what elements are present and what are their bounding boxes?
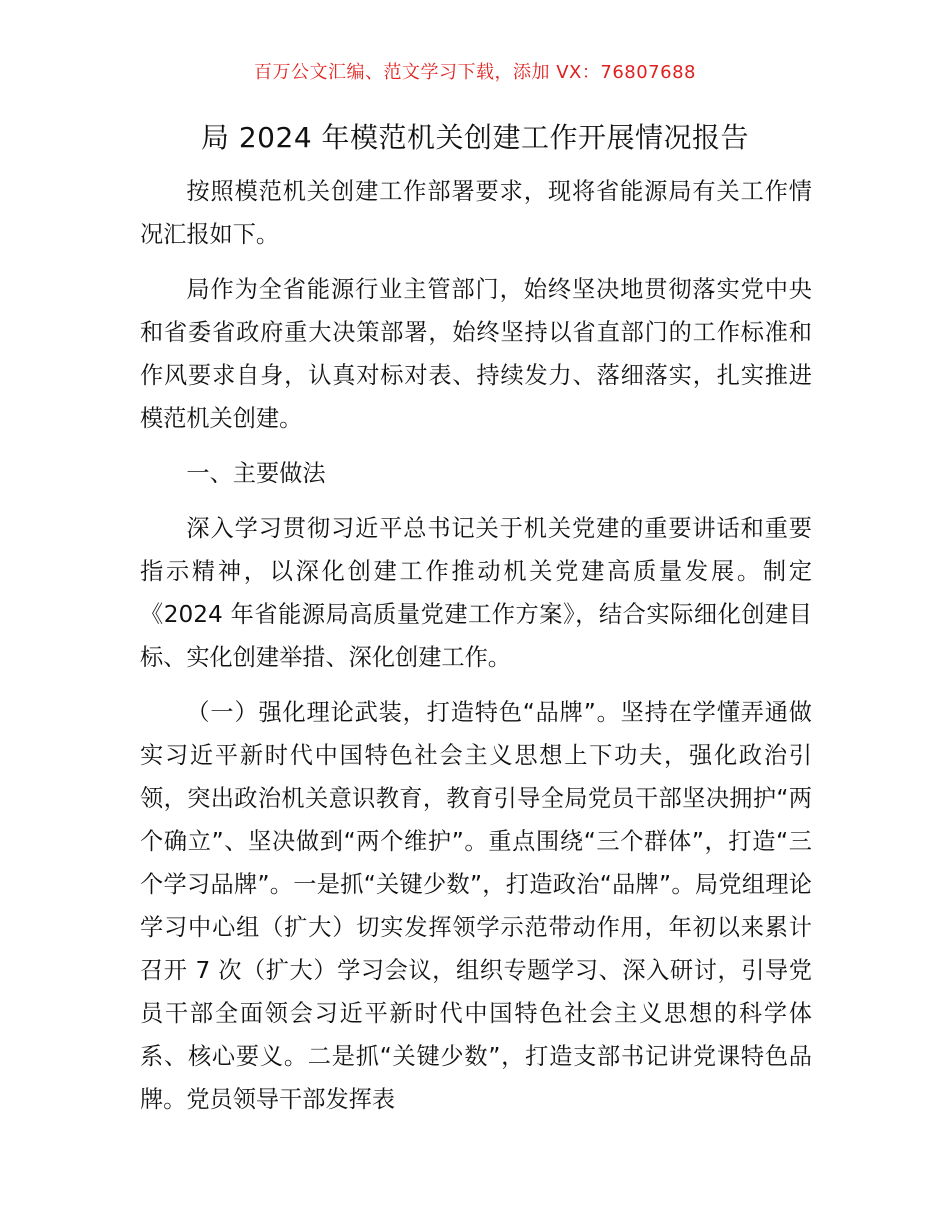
section-heading-main-practices: 一、主要做法 [186, 460, 326, 487]
paragraph-overview: 局作为全省能源行业主管部门，始终坚决地贯彻落实党中央和省委省政府重大决策部署，始终坚持以省直部门的工作标准和作风要求自身，认真对标对表、持续发力、落细落实，扎实推进模范机关创建。 [140, 276, 812, 432]
paragraph-study: 深入学习贯彻习近平总书记关于机关党建的重要讲话和重要指示精神，以深化创建工作推动机关党建高质量发展。制定《2024 年省能源局高质量党建工作方案》，结合实际细化创建目标、实化创建举措、深化创建工作。 [140, 515, 812, 671]
paragraph-intro: 按照模范机关创建工作部署要求，现将省能源局有关工作情况汇报如下。 [140, 178, 812, 248]
paragraph-theory-arming: （一）强化理论武装，打造特色“品牌”。坚持在学懂弄通做实习近平新时代中国特色社会主义思想上下功夫，强化政治引领，突出政治机关意识教育，教育引导全局党员干部坚决拥护“两个确立”、坚决做到“两个维护”。重点围绕“三个群体”，打造“三个学习品牌”。一是抓“关键少数”，打造政治“品牌”。局党组理论学习中心组（扩大）切实发挥领学示范带动作用，年初以来累计召开 7 次（扩大）学习会议，组织专题学习、深入研讨，引导党员干部全面领会习近平新时代中国特色社会主义思想的科学体系、核心要义。二是抓“关键少数”，打造支部书记讲党课特色品牌。党员领导干部发挥表 [140, 699, 812, 1113]
document-body [140, 170, 812, 1133]
watermark-header: 百万公文汇编、范文学习下载，添加 VX：76807688 [254, 62, 696, 83]
document-title: 局 2024 年模范机关创建工作开展情况报告 [200, 121, 750, 154]
